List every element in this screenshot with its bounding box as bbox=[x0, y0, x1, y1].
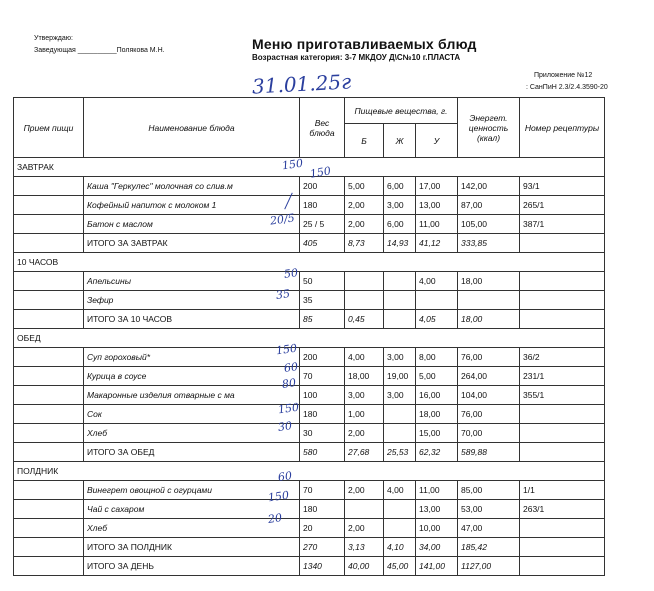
dish-name: Курица в соусе bbox=[84, 367, 300, 386]
section-lunch: ОБЕД bbox=[14, 329, 605, 348]
cell-kcal: 104,00 bbox=[458, 386, 520, 405]
table-row bbox=[14, 291, 605, 310]
cell-b: 2,00 bbox=[345, 424, 384, 443]
cell-weight: 85 bbox=[300, 310, 345, 329]
handwritten-note: 30 bbox=[277, 419, 293, 434]
cell-u: 15,00 bbox=[416, 424, 458, 443]
cell-kcal: 1127,00 bbox=[458, 557, 520, 576]
cell-zh: 3,00 bbox=[384, 348, 416, 367]
dish-name: Сок bbox=[84, 405, 300, 424]
cell-u: 4,00 bbox=[416, 272, 458, 291]
section-breakfast: ЗАВТРАК bbox=[14, 158, 605, 177]
cell-u: 62,32 bbox=[416, 443, 458, 462]
table-row bbox=[14, 519, 605, 538]
cell-zh bbox=[384, 405, 416, 424]
table-row bbox=[14, 500, 605, 519]
header-weight: Вес блюда bbox=[300, 98, 345, 158]
cell-b: 2,00 bbox=[345, 481, 384, 500]
header-zh: Ж bbox=[384, 124, 416, 158]
cell-kcal bbox=[458, 291, 520, 310]
cell-b: 3,13 bbox=[345, 538, 384, 557]
cell-zh: 25,53 bbox=[384, 443, 416, 462]
section-10-hours: 10 ЧАСОВ bbox=[14, 253, 605, 272]
cell-kcal: 85,00 bbox=[458, 481, 520, 500]
cell-u: 17,00 bbox=[416, 177, 458, 196]
handwritten-note: 60 bbox=[277, 469, 293, 484]
dish-name: Кофейный напиток с молоком 1 bbox=[84, 196, 300, 215]
table-row bbox=[14, 348, 605, 367]
dish-name: Зефир bbox=[84, 291, 300, 310]
table-row bbox=[14, 215, 605, 234]
header-b: Б bbox=[345, 124, 384, 158]
table-row bbox=[14, 272, 605, 291]
cell-b: 4,00 bbox=[345, 348, 384, 367]
table-row bbox=[14, 424, 605, 443]
dish-name: Хлеб bbox=[84, 519, 300, 538]
cell-kcal: 105,00 bbox=[458, 215, 520, 234]
grand-total-row bbox=[14, 557, 605, 576]
cell-recipe bbox=[520, 272, 605, 291]
cell-recipe: 265/1 bbox=[520, 196, 605, 215]
handwritten-note: 20 bbox=[267, 511, 283, 526]
cell-kcal: 142,00 bbox=[458, 177, 520, 196]
handwritten-date: 31.01.25г bbox=[251, 69, 352, 99]
dish-name: Макаронные изделия отварные с ма bbox=[84, 386, 300, 405]
cell-u: 41,12 bbox=[416, 234, 458, 253]
cell-u: 141,00 bbox=[416, 557, 458, 576]
cell-recipe bbox=[520, 291, 605, 310]
cell-kcal: 76,00 bbox=[458, 348, 520, 367]
cell-u: 4,05 bbox=[416, 310, 458, 329]
cell-b bbox=[345, 291, 384, 310]
header-energy: Энергет. ценность (ккал) bbox=[458, 98, 520, 158]
cell-u: 13,00 bbox=[416, 500, 458, 519]
cell-kcal: 264,00 bbox=[458, 367, 520, 386]
cell-b: 3,00 bbox=[345, 386, 384, 405]
table-row bbox=[14, 481, 605, 500]
cell-recipe bbox=[520, 424, 605, 443]
cell-kcal: 70,00 bbox=[458, 424, 520, 443]
handwritten-note: 150 bbox=[277, 400, 300, 417]
cell-zh: 6,00 bbox=[384, 177, 416, 196]
cell-zh: 19,00 bbox=[384, 367, 416, 386]
cell-weight: 580 bbox=[300, 443, 345, 462]
header-u: У bbox=[416, 124, 458, 158]
cell-zh: 3,00 bbox=[384, 196, 416, 215]
cell-weight: 100 bbox=[300, 386, 345, 405]
cell-b: 2,00 bbox=[345, 196, 384, 215]
cell-recipe: 93/1 bbox=[520, 177, 605, 196]
handwritten-note: 150 bbox=[281, 156, 304, 173]
cell-b: 5,00 bbox=[345, 177, 384, 196]
cell-recipe: 36/2 bbox=[520, 348, 605, 367]
cell-zh: 4,00 bbox=[384, 481, 416, 500]
cell-weight: 180 bbox=[300, 500, 345, 519]
sanpin-label: : СанПиН 2.3/2.4.3590-20 bbox=[526, 84, 608, 91]
cell-zh bbox=[384, 424, 416, 443]
total-label: ИТОГО ЗА 10 ЧАСОВ bbox=[84, 310, 300, 329]
cell-weight: 30 bbox=[300, 424, 345, 443]
cell-weight: 405 bbox=[300, 234, 345, 253]
age-category: Возрастная категория: 3-7 МКДОУ Д\С№10 г.ПЛАСТА bbox=[252, 53, 461, 62]
handwritten-note: 150 bbox=[275, 341, 298, 358]
grand-total-label: ИТОГО ЗА ДЕНЬ bbox=[84, 557, 300, 576]
cell-u: 18,00 bbox=[416, 405, 458, 424]
cell-b: 1,00 bbox=[345, 405, 384, 424]
cell-zh: 3,00 bbox=[384, 386, 416, 405]
cell-weight: 50 bbox=[300, 272, 345, 291]
dish-name: Чай с сахаром bbox=[84, 500, 300, 519]
cell-u bbox=[416, 291, 458, 310]
dish-name: Апельсины bbox=[84, 272, 300, 291]
cell-b: 8,73 bbox=[345, 234, 384, 253]
cell-b bbox=[345, 272, 384, 291]
cell-kcal: 589,88 bbox=[458, 443, 520, 462]
cell-kcal: 47,00 bbox=[458, 519, 520, 538]
header-meal: Прием пищи bbox=[14, 98, 84, 158]
handwritten-note: 80 bbox=[281, 376, 297, 391]
handwritten-note: 150 bbox=[267, 488, 290, 505]
cell-u: 11,00 bbox=[416, 481, 458, 500]
cell-recipe bbox=[520, 519, 605, 538]
cell-recipe: 387/1 bbox=[520, 215, 605, 234]
cell-weight: 25 / 5 bbox=[300, 215, 345, 234]
handwritten-note: 150 bbox=[309, 164, 332, 181]
table-row bbox=[14, 177, 605, 196]
total-label: ИТОГО ЗА ЗАВТРАК bbox=[84, 234, 300, 253]
dish-name: Каша "Геркулес" молочная со слив.м bbox=[84, 177, 300, 196]
cell-kcal: 87,00 bbox=[458, 196, 520, 215]
cell-kcal: 53,00 bbox=[458, 500, 520, 519]
cell-u: 11,00 bbox=[416, 215, 458, 234]
cell-b: 18,00 bbox=[345, 367, 384, 386]
cell-weight: 200 bbox=[300, 177, 345, 196]
handwritten-note: 60 bbox=[283, 360, 299, 375]
header-nutrients: Пищевые вещества, г. bbox=[345, 98, 458, 124]
cell-weight: 35 bbox=[300, 291, 345, 310]
cell-weight: 1340 bbox=[300, 557, 345, 576]
cell-b: 2,00 bbox=[345, 215, 384, 234]
cell-kcal: 18,00 bbox=[458, 310, 520, 329]
table-row bbox=[14, 386, 605, 405]
cell-recipe: 1/1 bbox=[520, 481, 605, 500]
handwritten-note: 35 bbox=[275, 287, 291, 302]
total-label: ИТОГО ЗА ОБЕД bbox=[84, 443, 300, 462]
total-row bbox=[14, 538, 605, 557]
total-row bbox=[14, 234, 605, 253]
cell-kcal: 76,00 bbox=[458, 405, 520, 424]
page-title: Меню приготавливаемых блюд bbox=[252, 36, 477, 52]
cell-b: 27,68 bbox=[345, 443, 384, 462]
cell-u: 5,00 bbox=[416, 367, 458, 386]
handwritten-note: 50 bbox=[283, 266, 299, 281]
cell-u: 16,00 bbox=[416, 386, 458, 405]
cell-weight: 70 bbox=[300, 481, 345, 500]
cell-zh: 6,00 bbox=[384, 215, 416, 234]
cell-u: 8,00 bbox=[416, 348, 458, 367]
cell-zh bbox=[384, 272, 416, 291]
cell-b: 2,00 bbox=[345, 519, 384, 538]
cell-b bbox=[345, 500, 384, 519]
cell-zh: 45,00 bbox=[384, 557, 416, 576]
appendix-label: Приложение №12 bbox=[534, 72, 593, 79]
dish-name: Винегрет овощной с огурцами bbox=[84, 481, 300, 500]
table-row bbox=[14, 367, 605, 386]
cell-u: 13,00 bbox=[416, 196, 458, 215]
cell-weight: 180 bbox=[300, 196, 345, 215]
table-row bbox=[14, 196, 605, 215]
cell-zh: 14,93 bbox=[384, 234, 416, 253]
section-afternoon-snack: ПОЛДНИК bbox=[14, 462, 605, 481]
total-label: ИТОГО ЗА ПОЛДНИК bbox=[84, 538, 300, 557]
cell-weight: 270 bbox=[300, 538, 345, 557]
handwritten-note: 20/5 bbox=[269, 211, 296, 228]
table-row bbox=[14, 405, 605, 424]
cell-weight: 200 bbox=[300, 348, 345, 367]
cell-recipe bbox=[520, 405, 605, 424]
cell-zh bbox=[384, 291, 416, 310]
dish-name: Суп гороховый* bbox=[84, 348, 300, 367]
cell-u: 34,00 bbox=[416, 538, 458, 557]
cell-zh bbox=[384, 500, 416, 519]
total-row bbox=[14, 310, 605, 329]
cell-kcal: 185,42 bbox=[458, 538, 520, 557]
manager-signature-line: Заведующая __________Полякова М.Н. bbox=[34, 47, 165, 54]
cell-zh bbox=[384, 310, 416, 329]
cell-weight: 70 bbox=[300, 367, 345, 386]
cell-recipe: 263/1 bbox=[520, 500, 605, 519]
cell-kcal: 18,00 bbox=[458, 272, 520, 291]
cell-recipe: 231/1 bbox=[520, 367, 605, 386]
dish-name: Хлеб bbox=[84, 424, 300, 443]
dish-name: Батон с маслом bbox=[84, 215, 300, 234]
cell-b: 0,45 bbox=[345, 310, 384, 329]
cell-zh: 4,10 bbox=[384, 538, 416, 557]
approve-label: Утверждаю: bbox=[34, 35, 73, 42]
header-dish: Наименование блюда bbox=[84, 98, 300, 158]
cell-u: 10,00 bbox=[416, 519, 458, 538]
cell-weight: 180 bbox=[300, 405, 345, 424]
total-row bbox=[14, 443, 605, 462]
cell-zh bbox=[384, 519, 416, 538]
cell-recipe: 355/1 bbox=[520, 386, 605, 405]
cell-kcal: 333,85 bbox=[458, 234, 520, 253]
header-recipe: Номер рецептуры bbox=[520, 98, 605, 158]
cell-weight: 20 bbox=[300, 519, 345, 538]
cell-b: 40,00 bbox=[345, 557, 384, 576]
